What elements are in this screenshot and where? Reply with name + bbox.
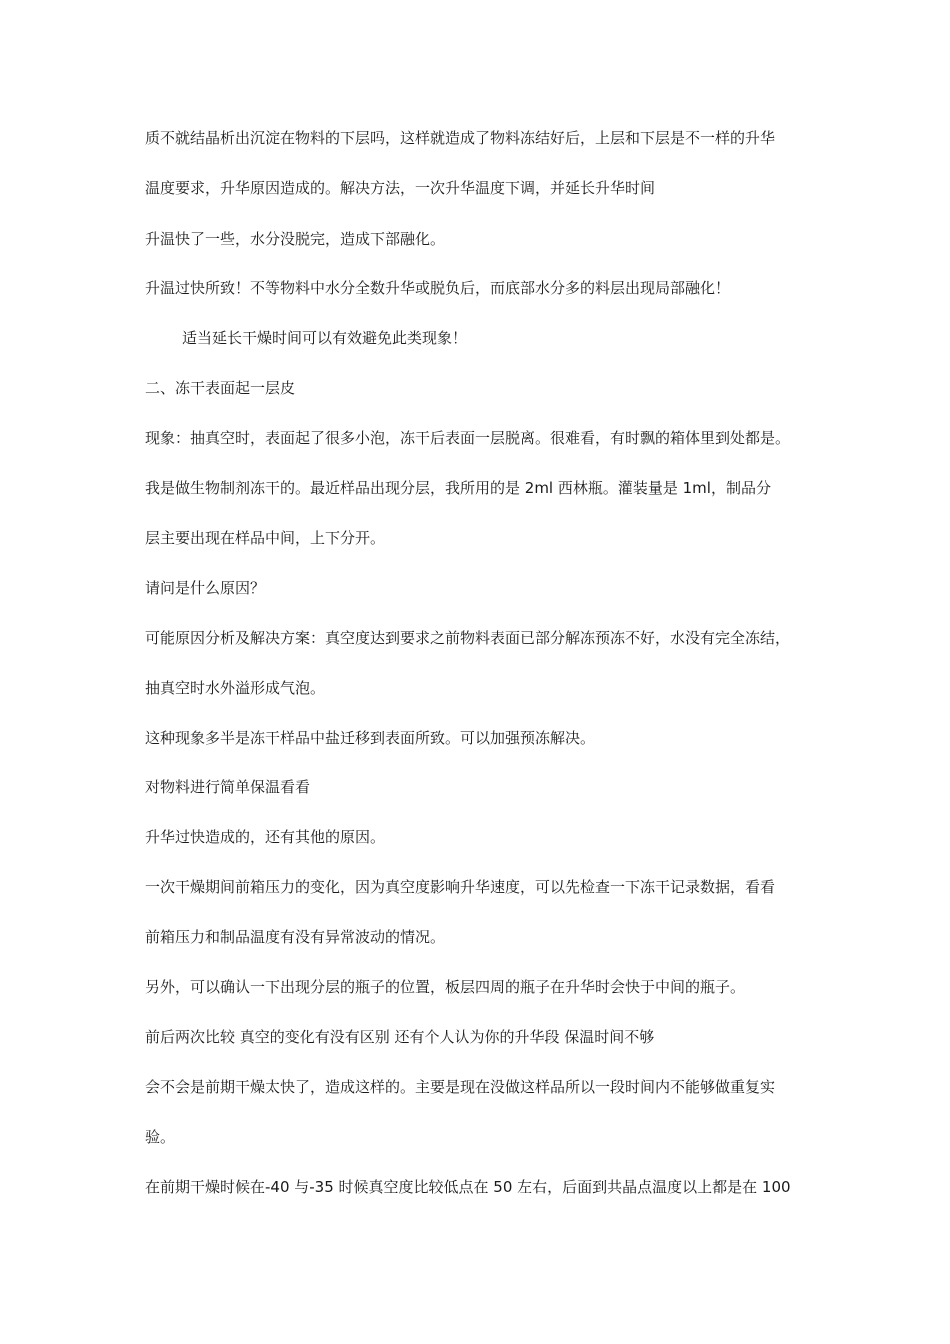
text-line-20: 会不会是前期干燥太快了，造成这样的。主要是现在没做这样品所以一段时间内不能够做重复实 — [145, 1078, 776, 1096]
text-line-18: 另外，可以确认一下出现分层的瓶子的位置，板层四周的瓶子在升华时会快于中间的瓶子。 — [145, 978, 746, 996]
text-line-14: 对物料进行简单保温看看 — [145, 778, 311, 796]
section-heading: 二、冻干表面起一层皮 — [145, 379, 296, 397]
text-line-16: 一次干燥期间前箱压力的变化，因为真空度影响升华速度，可以先检查一下冻干记录数据，看看 — [145, 878, 776, 896]
text-line-12: 抽真空时水外溢形成气泡。 — [145, 679, 326, 697]
text-line-19: 前后两次比较 真空的变化有没有区别 还有个人认为你的升华段 保温时间不够 — [145, 1028, 655, 1046]
text-line-3: 升温快了一些，水分没脱完，造成下部融化。 — [145, 230, 446, 248]
text-line-5: 适当延长干燥时间可以有效避免此类现象！ — [182, 329, 468, 347]
text-line-2: 温度要求，升华原因造成的。解决方法，一次升华温度下调，并延长升华时间 — [145, 179, 656, 197]
text-line-9: 层主要出现在样品中间，上下分开。 — [145, 529, 386, 547]
text-line-4: 升温过快所致！不等物料中水分全数升华或脱负后，而底部水分多的料层出现局部融化！ — [145, 279, 731, 297]
text-line-17: 前箱压力和制品温度有没有异常波动的情况。 — [145, 928, 446, 946]
text-line-21: 验。 — [145, 1128, 176, 1146]
text-line-22: 在前期干燥时候在-40 与-35 时候真空度比较低点在 50 左右，后面到共晶点温度以上都是在 100 — [145, 1178, 791, 1196]
text-line-15: 升华过快造成的，还有其他的原因。 — [145, 828, 386, 846]
text-line-7: 现象：抽真空时，表面起了很多小泡，冻干后表面一层脱离。很难看，有时飘的箱体里到处都是。 — [145, 429, 791, 447]
text-line-10: 请问是什么原因？ — [145, 579, 266, 597]
text-line-11: 可能原因分析及解决方案：真空度达到要求之前物料表面已部分解冻预冻不好，水没有完全冻结， — [145, 629, 791, 647]
text-line-1: 质不就结晶析出沉淀在物料的下层吗，这样就造成了物料冻结好后，上层和下层是不一样的升华 — [145, 129, 776, 147]
text-line-13: 这种现象多半是冻干样品中盐迁移到表面所致。可以加强预冻解决。 — [145, 729, 596, 747]
text-line-8: 我是做生物制剂冻干的。最近样品出现分层，我所用的是 2ml 西林瓶。灌装量是 1ml，制品分 — [145, 479, 771, 497]
